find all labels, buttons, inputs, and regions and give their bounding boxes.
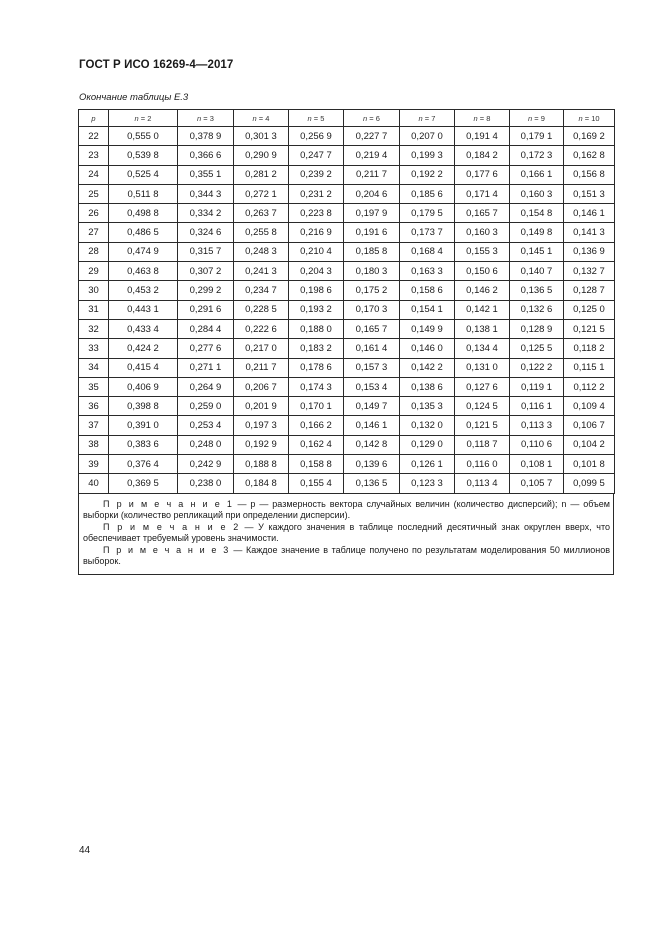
column-header-variable: n [134, 113, 139, 123]
value-cell: 0,184 8 [234, 474, 289, 493]
table-caption: Окончание таблицы Е.3 [79, 92, 189, 103]
table-row [79, 223, 615, 242]
value-cell: 0,128 9 [510, 319, 564, 338]
value-cell: 0,165 7 [344, 319, 400, 338]
row-label-cell: 30 [79, 281, 109, 300]
value-cell: 0,474 9 [109, 242, 178, 261]
value-cell: 0,498 8 [109, 204, 178, 223]
value-cell: 0,204 3 [289, 262, 344, 281]
value-cell: 0,315 7 [178, 242, 234, 261]
column-header-variable: n [363, 113, 368, 123]
value-cell: 0,146 1 [344, 416, 400, 435]
value-cell: 0,398 8 [109, 397, 178, 416]
value-cell: 0,140 7 [510, 262, 564, 281]
value-cell: 0,227 7 [344, 127, 400, 146]
value-cell: 0,131 0 [455, 358, 510, 377]
table-notes [78, 494, 614, 575]
value-cell: 0,238 0 [178, 474, 234, 493]
table-row [79, 377, 615, 396]
column-header [289, 110, 344, 127]
column-header [455, 110, 510, 127]
page-number: 44 [79, 845, 91, 856]
value-cell: 0,211 7 [344, 165, 400, 184]
value-cell: 0,555 0 [109, 127, 178, 146]
value-cell: 0,122 2 [510, 358, 564, 377]
value-cell: 0,281 2 [234, 165, 289, 184]
row-label-cell: 22 [79, 127, 109, 146]
column-header-variable: n [418, 113, 423, 123]
value-cell: 0,184 2 [455, 146, 510, 165]
value-cell: 0,113 3 [510, 416, 564, 435]
value-cell: 0,193 2 [289, 300, 344, 319]
value-cell: 0,324 6 [178, 223, 234, 242]
value-cell: 0,174 3 [289, 377, 344, 396]
value-cell: 0,525 4 [109, 165, 178, 184]
value-cell: 0,166 2 [289, 416, 344, 435]
value-cell: 0,290 9 [234, 146, 289, 165]
value-cell: 0,207 0 [400, 127, 455, 146]
value-cell: 0,157 3 [344, 358, 400, 377]
table-row [79, 435, 615, 454]
value-cell: 0,291 6 [178, 300, 234, 319]
column-header [79, 110, 109, 127]
column-header-variable: n [197, 113, 202, 123]
value-cell: 0,178 6 [289, 358, 344, 377]
value-cell: 0,272 1 [234, 184, 289, 203]
value-cell: 0,141 3 [564, 223, 615, 242]
note-paragraph [83, 545, 610, 568]
value-cell: 0,129 0 [400, 435, 455, 454]
value-cell: 0,383 6 [109, 435, 178, 454]
value-cell: 0,156 8 [564, 165, 615, 184]
value-cell: 0,406 9 [109, 377, 178, 396]
row-label-cell: 39 [79, 455, 109, 474]
value-cell: 0,179 1 [510, 127, 564, 146]
table-container [78, 109, 614, 575]
value-cell: 0,433 4 [109, 319, 178, 338]
value-cell: 0,378 9 [178, 127, 234, 146]
value-cell: 0,234 7 [234, 281, 289, 300]
row-label-cell: 23 [79, 146, 109, 165]
table-row [79, 358, 615, 377]
value-cell: 0,301 3 [234, 127, 289, 146]
value-cell: 0,136 9 [564, 242, 615, 261]
value-cell: 0,106 7 [564, 416, 615, 435]
value-cell: 0,198 6 [289, 281, 344, 300]
value-cell: 0,201 9 [234, 397, 289, 416]
value-cell: 0,204 6 [344, 184, 400, 203]
table-header-row [79, 110, 615, 127]
value-cell: 0,165 7 [455, 204, 510, 223]
value-cell: 0,199 3 [400, 146, 455, 165]
column-header [344, 110, 400, 127]
value-cell: 0,162 8 [564, 146, 615, 165]
value-cell: 0,153 4 [344, 377, 400, 396]
column-header-value: = 9 [532, 113, 545, 123]
value-cell: 0,138 6 [400, 377, 455, 396]
value-cell: 0,154 1 [400, 300, 455, 319]
value-cell: 0,125 0 [564, 300, 615, 319]
column-header-value: = 8 [477, 113, 491, 123]
value-cell: 0,216 9 [289, 223, 344, 242]
value-cell: 0,453 2 [109, 281, 178, 300]
row-label-cell: 37 [79, 416, 109, 435]
value-cell: 0,206 7 [234, 377, 289, 396]
value-cell: 0,211 7 [234, 358, 289, 377]
value-cell: 0,163 3 [400, 262, 455, 281]
value-cell: 0,463 8 [109, 262, 178, 281]
row-label-cell: 32 [79, 319, 109, 338]
value-cell: 0,172 3 [510, 146, 564, 165]
value-cell: 0,146 1 [564, 204, 615, 223]
value-cell: 0,175 2 [344, 281, 400, 300]
value-cell: 0,415 4 [109, 358, 178, 377]
value-cell: 0,160 3 [510, 184, 564, 203]
value-cell: 0,183 2 [289, 339, 344, 358]
value-cell: 0,142 8 [344, 435, 400, 454]
value-cell: 0,121 5 [455, 416, 510, 435]
value-cell: 0,191 6 [344, 223, 400, 242]
value-cell: 0,135 3 [400, 397, 455, 416]
value-cell: 0,118 2 [564, 339, 615, 358]
value-cell: 0,146 0 [400, 339, 455, 358]
value-cell: 0,138 1 [455, 319, 510, 338]
table-row [79, 339, 615, 358]
value-cell: 0,162 4 [289, 435, 344, 454]
table-row [79, 319, 615, 338]
value-cell: 0,136 5 [510, 281, 564, 300]
value-cell: 0,139 6 [344, 455, 400, 474]
table-row [79, 281, 615, 300]
value-cell: 0,259 0 [178, 397, 234, 416]
value-cell: 0,161 4 [344, 339, 400, 358]
value-cell: 0,239 2 [289, 165, 344, 184]
value-cell: 0,155 4 [289, 474, 344, 493]
row-label-cell: 38 [79, 435, 109, 454]
value-cell: 0,168 4 [400, 242, 455, 261]
value-cell: 0,124 5 [455, 397, 510, 416]
value-cell: 0,142 2 [400, 358, 455, 377]
column-header-value: = 4 [256, 113, 270, 123]
value-cell: 0,424 2 [109, 339, 178, 358]
row-label-cell: 31 [79, 300, 109, 319]
row-label-cell: 29 [79, 262, 109, 281]
value-cell: 0,188 8 [234, 455, 289, 474]
value-cell: 0,132 6 [510, 300, 564, 319]
column-header-value: = 10 [582, 113, 600, 123]
column-header-value: = 3 [201, 113, 214, 123]
value-cell: 0,307 2 [178, 262, 234, 281]
value-cell: 0,119 1 [510, 377, 564, 396]
value-cell: 0,171 4 [455, 184, 510, 203]
column-header-variable: p [91, 113, 96, 123]
value-cell: 0,197 9 [344, 204, 400, 223]
value-cell: 0,179 5 [400, 204, 455, 223]
value-cell: 0,277 6 [178, 339, 234, 358]
row-label-cell: 40 [79, 474, 109, 493]
value-cell: 0,366 6 [178, 146, 234, 165]
value-cell: 0,149 8 [510, 223, 564, 242]
column-header [400, 110, 455, 127]
table-row [79, 474, 615, 493]
value-cell: 0,180 3 [344, 262, 400, 281]
row-label-cell: 24 [79, 165, 109, 184]
note-text: — Каждое значение в таблице получено по результатам моделирования 50 миллионов выборок. [83, 544, 610, 567]
value-cell: 0,128 7 [564, 281, 615, 300]
value-cell: 0,231 2 [289, 184, 344, 203]
value-cell: 0,105 7 [510, 474, 564, 493]
row-label-cell: 26 [79, 204, 109, 223]
value-cell: 0,369 5 [109, 474, 178, 493]
note-paragraph [83, 522, 610, 545]
value-cell: 0,192 9 [234, 435, 289, 454]
value-cell: 0,149 9 [400, 319, 455, 338]
column-header-variable: n [307, 113, 312, 123]
data-table [78, 109, 615, 494]
row-label-cell: 34 [79, 358, 109, 377]
value-cell: 0,210 4 [289, 242, 344, 261]
value-cell: 0,255 8 [234, 223, 289, 242]
value-cell: 0,121 5 [564, 319, 615, 338]
document-title: ГОСТ Р ИСО 16269-4—2017 [79, 59, 234, 71]
value-cell: 0,271 1 [178, 358, 234, 377]
value-cell: 0,344 3 [178, 184, 234, 203]
column-header [109, 110, 178, 127]
value-cell: 0,142 1 [455, 300, 510, 319]
value-cell: 0,222 6 [234, 319, 289, 338]
column-header-variable: n [528, 113, 533, 123]
value-cell: 0,160 3 [455, 223, 510, 242]
table-row [79, 242, 615, 261]
value-cell: 0,158 6 [400, 281, 455, 300]
column-header-value: = 6 [367, 113, 380, 123]
value-cell: 0,539 8 [109, 146, 178, 165]
note-paragraph [83, 499, 610, 522]
value-cell: 0,118 7 [455, 435, 510, 454]
value-cell: 0,264 9 [178, 377, 234, 396]
value-cell: 0,299 2 [178, 281, 234, 300]
column-header [178, 110, 234, 127]
value-cell: 0,151 3 [564, 184, 615, 203]
value-cell: 0,228 5 [234, 300, 289, 319]
row-label-cell: 35 [79, 377, 109, 396]
value-cell: 0,126 1 [400, 455, 455, 474]
value-cell: 0,113 4 [455, 474, 510, 493]
value-cell: 0,166 1 [510, 165, 564, 184]
value-cell: 0,284 4 [178, 319, 234, 338]
value-cell: 0,149 7 [344, 397, 400, 416]
table-row [79, 397, 615, 416]
column-header-value: = 2 [138, 113, 152, 123]
note-text: — У каждого значения в таблице последний десятичный знак округлен вверх, что обеспечивает требуемый уровень значимости. [83, 521, 610, 544]
value-cell: 0,355 1 [178, 165, 234, 184]
value-cell: 0,136 5 [344, 474, 400, 493]
value-cell: 0,101 8 [564, 455, 615, 474]
value-cell: 0,104 2 [564, 435, 615, 454]
value-cell: 0,188 0 [289, 319, 344, 338]
value-cell: 0,146 2 [455, 281, 510, 300]
column-header [234, 110, 289, 127]
value-cell: 0,116 1 [510, 397, 564, 416]
note-label: П р и м е ч а н и е 1 [103, 498, 234, 509]
value-cell: 0,223 8 [289, 204, 344, 223]
table-row [79, 300, 615, 319]
value-cell: 0,486 5 [109, 223, 178, 242]
value-cell: 0,099 5 [564, 474, 615, 493]
value-cell: 0,123 3 [400, 474, 455, 493]
value-cell: 0,511 8 [109, 184, 178, 203]
value-cell: 0,217 0 [234, 339, 289, 358]
value-cell: 0,132 0 [400, 416, 455, 435]
value-cell: 0,150 6 [455, 262, 510, 281]
table-row [79, 127, 615, 146]
value-cell: 0,191 4 [455, 127, 510, 146]
value-cell: 0,154 8 [510, 204, 564, 223]
value-cell: 0,173 7 [400, 223, 455, 242]
column-header-value: = 7 [422, 113, 436, 123]
note-text: — p — размерность вектора случайных величин (количество дисперсий); n — объем выборки (количество репликаций при определении дисперсии). [83, 498, 610, 521]
value-cell: 0,170 1 [289, 397, 344, 416]
value-cell: 0,127 6 [455, 377, 510, 396]
value-cell: 0,219 4 [344, 146, 400, 165]
table-row [79, 165, 615, 184]
table-body [79, 127, 615, 494]
value-cell: 0,145 1 [510, 242, 564, 261]
table-row [79, 455, 615, 474]
value-cell: 0,155 3 [455, 242, 510, 261]
value-cell: 0,391 0 [109, 416, 178, 435]
column-header [564, 110, 615, 127]
row-label-cell: 36 [79, 397, 109, 416]
value-cell: 0,169 2 [564, 127, 615, 146]
column-header-variable: n [473, 113, 478, 123]
table-row [79, 184, 615, 203]
value-cell: 0,248 3 [234, 242, 289, 261]
column-header-value: = 5 [311, 113, 325, 123]
value-cell: 0,248 0 [178, 435, 234, 454]
value-cell: 0,253 4 [178, 416, 234, 435]
value-cell: 0,263 7 [234, 204, 289, 223]
value-cell: 0,443 1 [109, 300, 178, 319]
row-label-cell: 25 [79, 184, 109, 203]
note-label: П р и м е ч а н и е 3 [103, 544, 230, 555]
value-cell: 0,170 3 [344, 300, 400, 319]
column-header-variable: n [252, 113, 257, 123]
value-cell: 0,116 0 [455, 455, 510, 474]
column-header-variable: n [578, 113, 583, 123]
value-cell: 0,241 3 [234, 262, 289, 281]
column-header [510, 110, 564, 127]
value-cell: 0,197 3 [234, 416, 289, 435]
value-cell: 0,109 4 [564, 397, 615, 416]
table-row [79, 262, 615, 281]
value-cell: 0,242 9 [178, 455, 234, 474]
value-cell: 0,334 2 [178, 204, 234, 223]
value-cell: 0,108 1 [510, 455, 564, 474]
row-label-cell: 33 [79, 339, 109, 358]
value-cell: 0,125 5 [510, 339, 564, 358]
value-cell: 0,256 9 [289, 127, 344, 146]
note-label: П р и м е ч а н и е 2 [103, 521, 240, 532]
value-cell: 0,185 8 [344, 242, 400, 261]
value-cell: 0,192 2 [400, 165, 455, 184]
value-cell: 0,115 1 [564, 358, 615, 377]
row-label-cell: 28 [79, 242, 109, 261]
value-cell: 0,247 7 [289, 146, 344, 165]
value-cell: 0,185 6 [400, 184, 455, 203]
value-cell: 0,376 4 [109, 455, 178, 474]
value-cell: 0,158 8 [289, 455, 344, 474]
value-cell: 0,112 2 [564, 377, 615, 396]
value-cell: 0,132 7 [564, 262, 615, 281]
table-row [79, 146, 615, 165]
value-cell: 0,177 6 [455, 165, 510, 184]
row-label-cell: 27 [79, 223, 109, 242]
table-row [79, 416, 615, 435]
value-cell: 0,110 6 [510, 435, 564, 454]
value-cell: 0,134 4 [455, 339, 510, 358]
table-row [79, 204, 615, 223]
